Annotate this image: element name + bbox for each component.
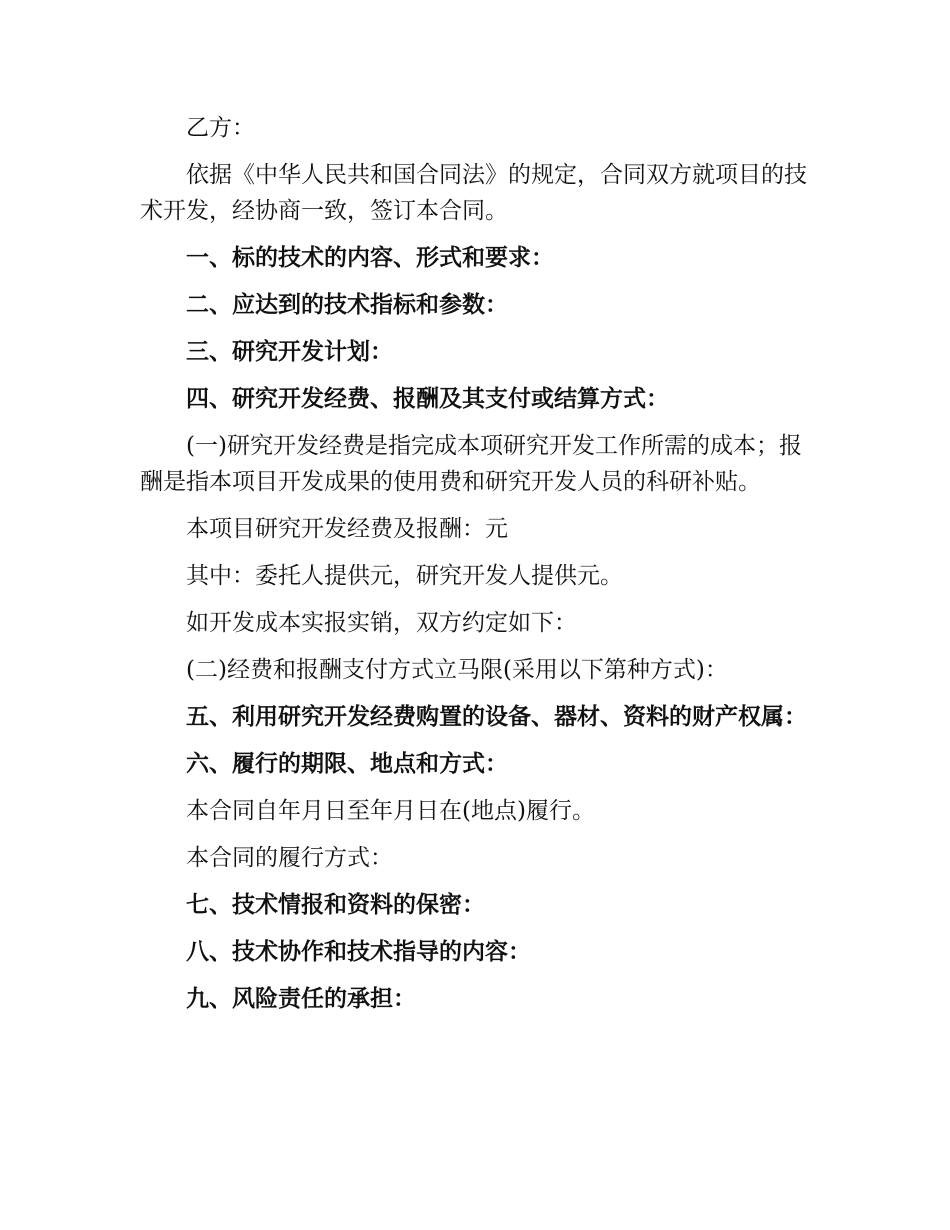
performance-period-line: 本合同自年月日至年月日在(地点)履行。 <box>186 798 595 824</box>
section-heading-9: 九、风险责任的承担： <box>186 986 416 1012</box>
section-heading-2: 二、应达到的技术指标和参数： <box>186 292 508 318</box>
section-heading-1: 一、标的技术的内容、形式和要求： <box>186 245 554 271</box>
section-heading-4: 四、研究开发经费、报酬及其支付或结算方式： <box>186 386 669 412</box>
section-heading-8: 八、技术协作和技术指导的内容： <box>186 939 531 965</box>
reimbursement-line: 如开发成本实报实销，双方约定如下： <box>186 610 577 636</box>
section-heading-7: 七、技术情报和资料的保密： <box>186 892 485 918</box>
funding-definition-paragraph: (一)研究开发经费是指完成本项研究开发工作所需的成本；报酬是指本项目开发成果的使用费和研究开发人员的科研补贴。 <box>140 433 802 495</box>
document-body <box>140 110 820 1028</box>
funding-amount-line: 本项目研究开发经费及报酬：元 <box>186 516 508 542</box>
party-b-line: 乙方： <box>186 115 255 141</box>
funding-split-line: 其中：委托人提供元，研究开发人提供元。 <box>186 563 623 589</box>
section-heading-5: 五、利用研究开发经费购置的设备、器材、资料的财产权属： <box>186 704 807 730</box>
section-heading-6: 六、履行的期限、地点和方式： <box>186 751 508 777</box>
payment-method-line: (二)经费和报酬支付方式立马限(采用以下第种方式)： <box>186 657 728 683</box>
section-heading-3: 三、研究开发计划： <box>186 339 393 365</box>
contract-intro-paragraph: 依据《中华人民共和国合同法》的规定，合同双方就项目的技术开发，经协商一致，签订本合同。 <box>140 162 807 224</box>
performance-method-line: 本合同的履行方式： <box>186 845 393 871</box>
